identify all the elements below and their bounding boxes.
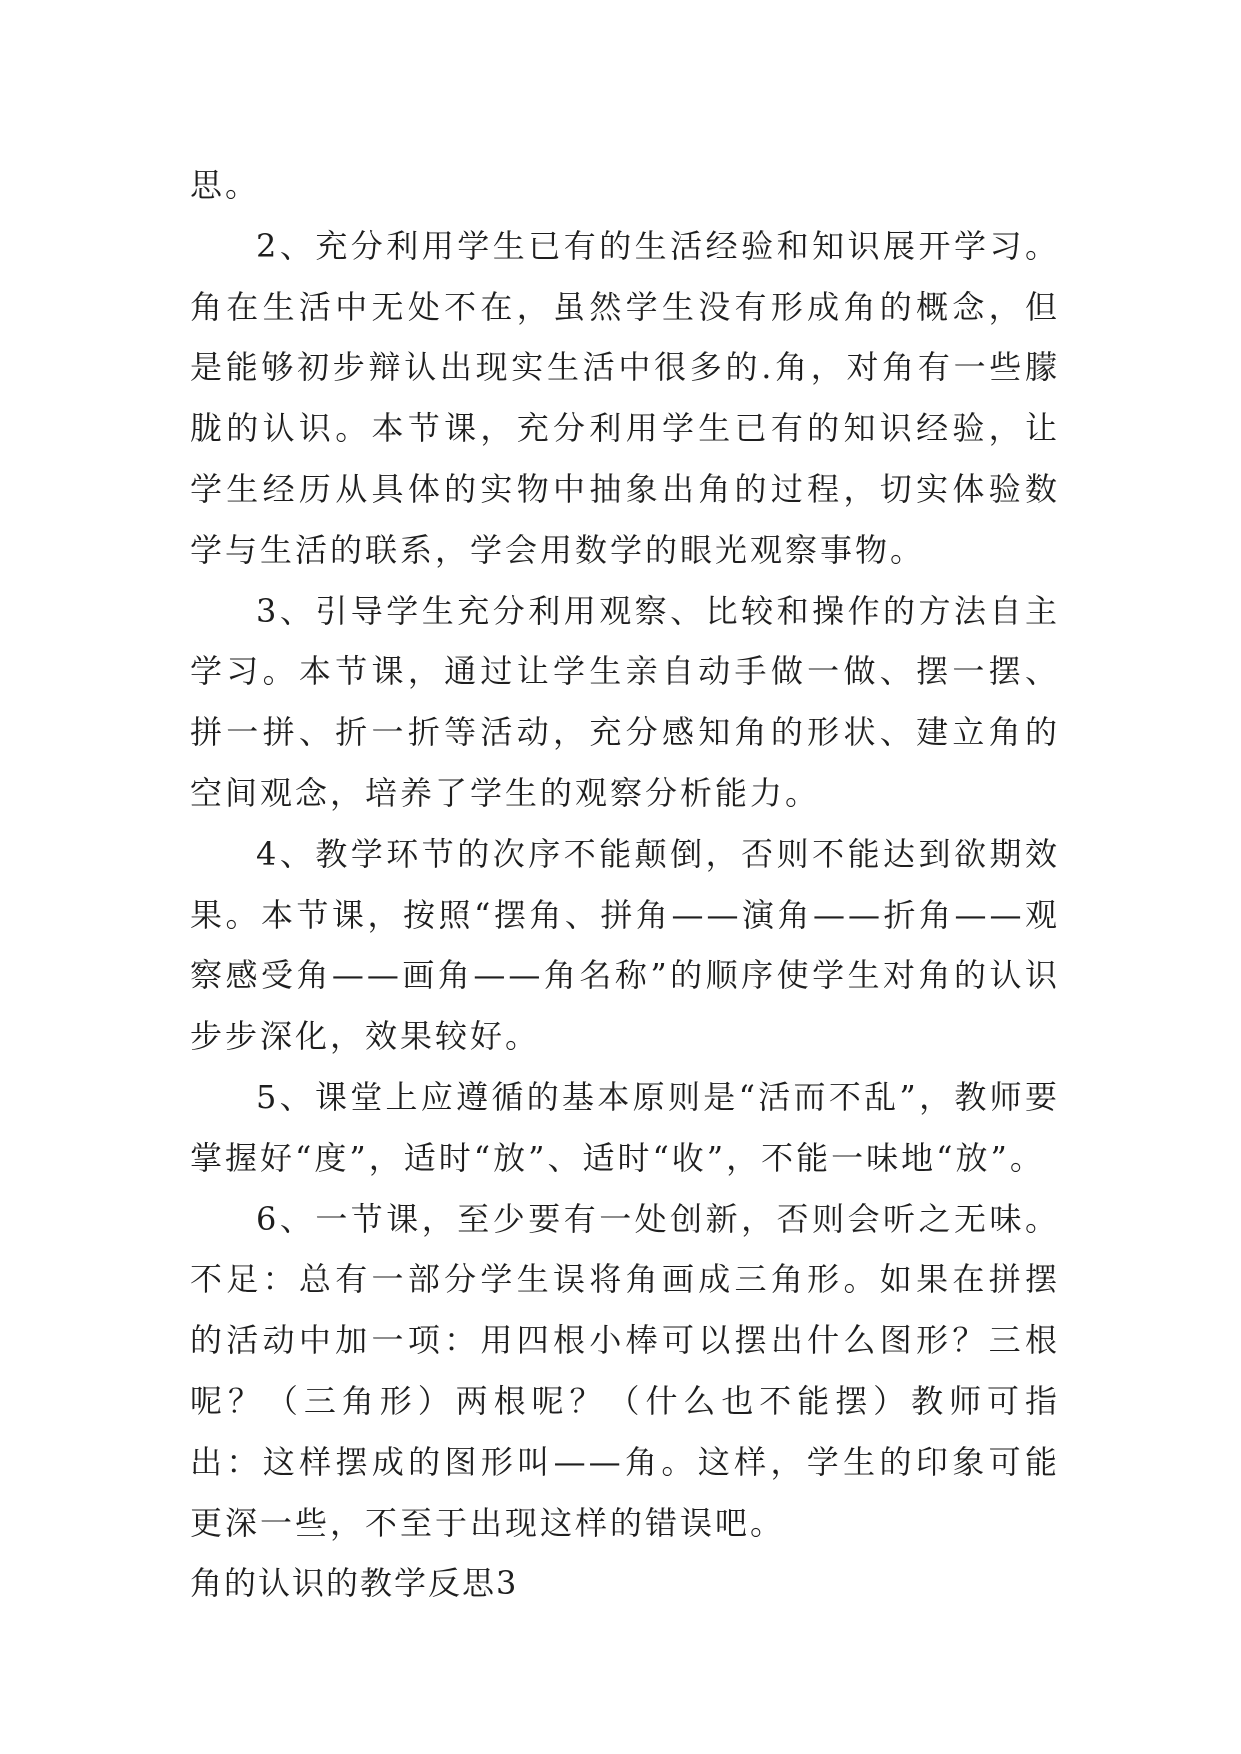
paragraph-point-3: 3、引导学生充分利用观察、比较和操作的方法自主学习。本节课，通过让学生亲自动手做一做、摆一摆、拼一拼、折一折等活动，充分感知角的形状、建立角的空间观念，培养了学生的观察分析能力。	[190, 591, 1060, 812]
paragraph-point-6: 6、一节课，至少要有一处创新，否则会听之无味。不足：总有一部分学生误将角画成三角形。如果在拼摆的活动中加一项：用四根小棒可以摆出什么图形？三根呢？（三角形）两根呢？（什么也不能摆）教师可指出：这样摆成的图形叫——角。这样，学生的印象可能更深一些，不至于出现这样的错误吧。	[190, 1199, 1060, 1542]
paragraph-continuation: 思。	[190, 166, 261, 204]
document-body	[190, 155, 1060, 1614]
paragraph-point-4: 4、教学环节的次序不能颠倒，否则不能达到欲期效果。本节课，按照“摆角、拼角——演角——折角——观察感受角——画角——角名称”的顺序使学生对角的认识步步深化，效果较好。	[190, 834, 1060, 1056]
paragraph-point-5: 5、课堂上应遵循的基本原则是“活而不乱”，教师要掌握好“度”，适时“放”、适时“收”，不能一味地“放”。	[190, 1077, 1060, 1177]
section-heading: 角的认识的教学反思3	[190, 1564, 519, 1603]
paragraph-point-2: 2、充分利用学生已有的生活经验和知识展开学习。角在生活中无处不在，虽然学生没有形成角的概念，但是能够初步辩认出现实生活中很多的.角，对角有一些朦胧的认识。本节课，充分利用学生已有的知识经验，让学生经历从具体的实物中抽象出角的过程，切实体验数学与生活的联系，学会用数学的眼光观察事物。	[190, 226, 1060, 569]
